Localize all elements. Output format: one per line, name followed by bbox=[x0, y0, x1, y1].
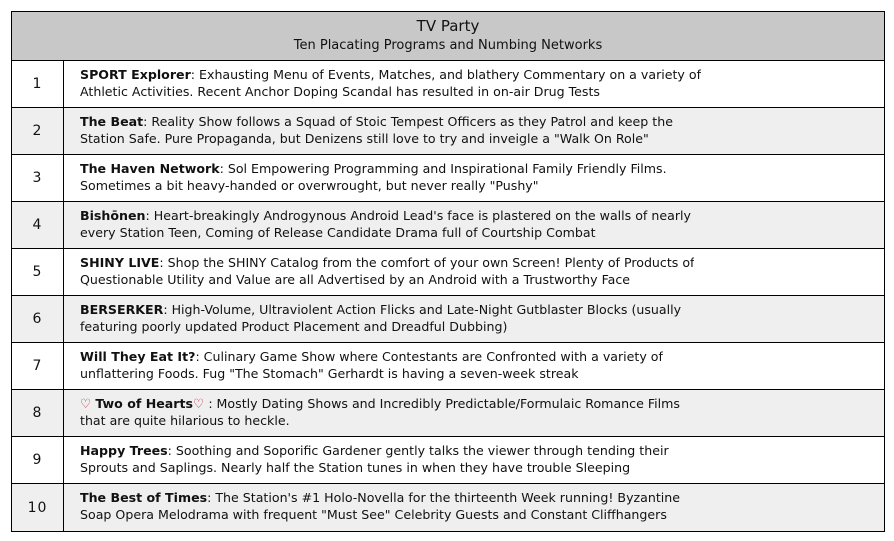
heart-icon: ♡ bbox=[193, 396, 205, 411]
description-line-2: unflattering Foods. Fug "The Stomach" Gerhardt is having a seven-week streak bbox=[80, 366, 579, 381]
program-description bbox=[64, 390, 680, 436]
description-line-1: : High-Volume, Ultraviolent Action Flicks and Late-Night Gutblaster Blocks (usually bbox=[163, 302, 682, 317]
program-name: The Haven Network bbox=[80, 161, 220, 176]
description-line-1: : Culinary Game Show where Contestants are Confronted with a variety of bbox=[195, 349, 663, 364]
table-row bbox=[12, 202, 884, 249]
row-number: 7 bbox=[12, 343, 64, 389]
heart-icon: ♡ bbox=[80, 396, 92, 411]
description-line-2: that are quite hilarious to heckle. bbox=[80, 413, 290, 428]
description-line-1: : Sol Empowering Programming and Inspirational Family Friendly Films. bbox=[219, 161, 667, 176]
table-row bbox=[12, 155, 884, 202]
program-name: Bishōnen bbox=[80, 208, 146, 223]
description-line-2: Soap Opera Melodrama with frequent "Must See" Celebrity Guests and Constant Cliffhangers bbox=[80, 507, 667, 522]
description-line-1: : Soothing and Soporific Gardener gently talks the viewer through tending their bbox=[167, 443, 669, 458]
description-line-2: featuring poorly updated Product Placement and Dreadful Dubbing) bbox=[80, 319, 508, 334]
table-title: TV Party bbox=[416, 17, 480, 35]
program-description bbox=[64, 249, 694, 295]
description-line-2: Sprouts and Saplings. Nearly half the Station tunes in when they have trouble Sleeping bbox=[80, 460, 631, 475]
program-name: The Best of Times bbox=[80, 490, 208, 505]
program-name: SHINY LIVE bbox=[80, 255, 160, 270]
table-row bbox=[12, 484, 884, 531]
program-name: BERSERKER bbox=[80, 302, 164, 317]
table-row bbox=[12, 61, 884, 108]
program-name: SPORT Explorer bbox=[80, 67, 191, 82]
program-name: Two of Hearts bbox=[95, 396, 194, 411]
description-line-1: : Exhausting Menu of Events, Matches, and blathery Commentary on a variety of bbox=[190, 67, 702, 82]
row-number: 5 bbox=[12, 249, 64, 295]
program-description bbox=[64, 61, 701, 107]
description-line-1: : Mostly Dating Shows and Incredibly Predictable/Formulaic Romance Films bbox=[204, 396, 680, 411]
description-line-2: Questionable Utility and Value are all Advertised by an Android with a Trustworthy Face bbox=[80, 272, 631, 287]
table-header bbox=[12, 12, 884, 61]
tv-party-table bbox=[11, 11, 885, 532]
table-row bbox=[12, 437, 884, 484]
description-line-2: Sometimes a bit heavy-handed or overwrought, but never really "Pushy" bbox=[80, 178, 539, 193]
program-description bbox=[64, 437, 669, 483]
program-description bbox=[64, 484, 680, 531]
program-description bbox=[64, 296, 681, 342]
program-description bbox=[64, 343, 663, 389]
program-name: The Beat bbox=[80, 114, 144, 129]
program-description bbox=[64, 108, 673, 154]
row-number: 9 bbox=[12, 437, 64, 483]
description-line-2: Athletic Activities. Recent Anchor Doping Scandal has resulted in on-air Drug Tests bbox=[80, 84, 600, 99]
program-name: Happy Trees bbox=[80, 443, 168, 458]
row-number: 6 bbox=[12, 296, 64, 342]
row-number: 10 bbox=[12, 484, 64, 531]
table-row bbox=[12, 390, 884, 437]
program-name: Will They Eat It? bbox=[80, 349, 196, 364]
table-row bbox=[12, 249, 884, 296]
description-line-2: every Station Teen, Coming of Release Candidate Drama full of Courtship Combat bbox=[80, 225, 596, 240]
table-subtitle: Ten Placating Programs and Numbing Networks bbox=[293, 38, 603, 53]
description-line-2: Station Safe. Pure Propaganda, but Denizens still love to try and inveigle a "Walk On Role" bbox=[80, 131, 649, 146]
description-line-1: : Shop the SHINY Catalog from the comfort of your own Screen! Plenty of Products of bbox=[159, 255, 695, 270]
table-row bbox=[12, 343, 884, 390]
table-row bbox=[12, 108, 884, 155]
description-line-1: : Reality Show follows a Squad of Stoic Tempest Officers as they Patrol and keep the bbox=[143, 114, 673, 129]
row-number: 8 bbox=[12, 390, 64, 436]
row-number: 1 bbox=[12, 61, 64, 107]
row-number: 4 bbox=[12, 202, 64, 248]
row-number: 2 bbox=[12, 108, 64, 154]
description-line-1: : The Station's #1 Holo-Novella for the thirteenth Week running! Byzantine bbox=[207, 490, 681, 505]
table-row bbox=[12, 296, 884, 343]
row-number: 3 bbox=[12, 155, 64, 201]
description-line-1: : Heart-breakingly Androgynous Android Lead's face is plastered on the walls of nearly bbox=[145, 208, 691, 223]
program-description bbox=[64, 202, 691, 248]
program-description bbox=[64, 155, 667, 201]
